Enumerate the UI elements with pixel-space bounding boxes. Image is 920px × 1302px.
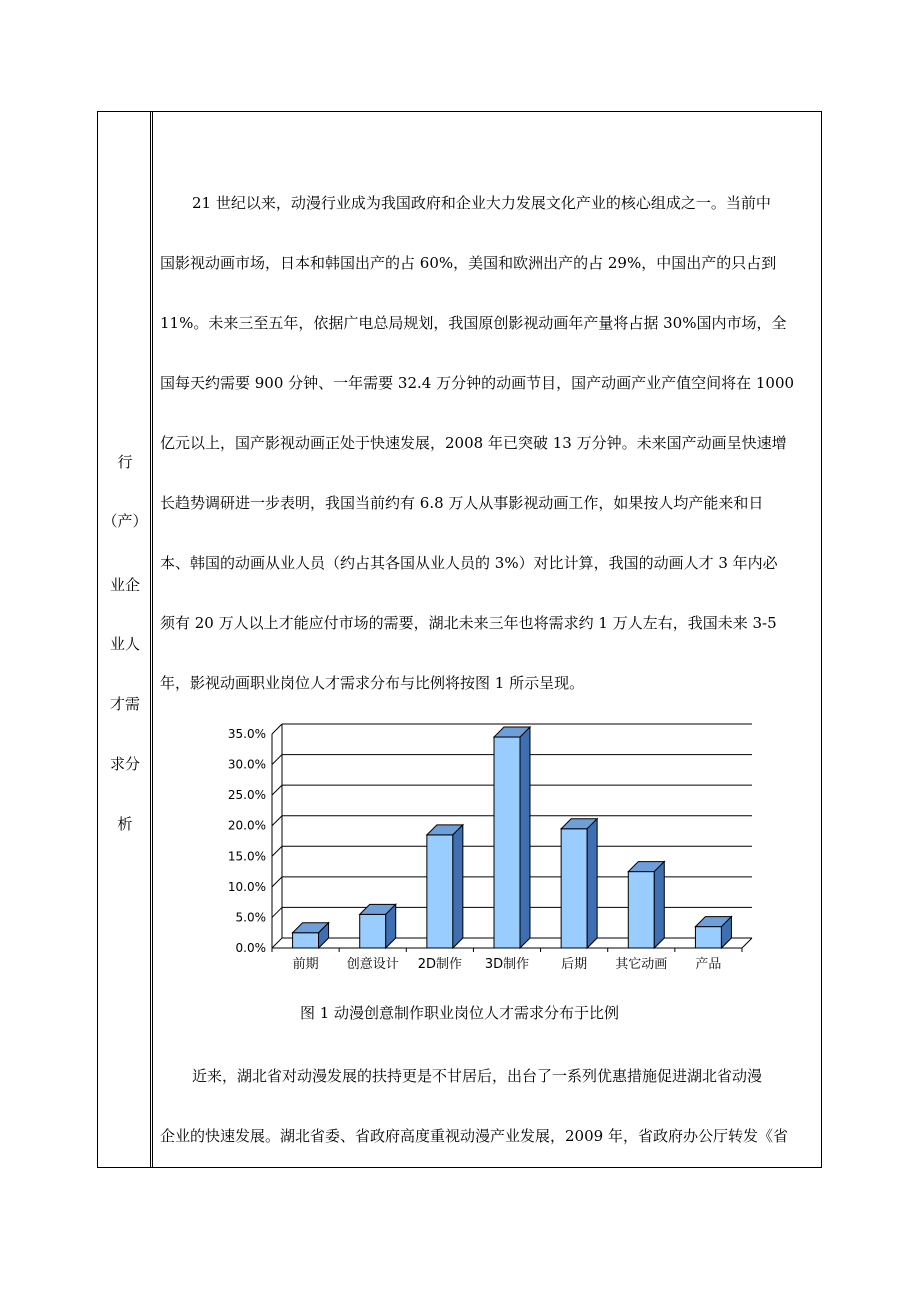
y-tick-label: 0.0%: [235, 941, 266, 955]
x-tick-label: 产品: [695, 957, 722, 972]
text-line: 国每天约需要 900 分钟、一年需要 32.4 万分钟的动画节目，国产动画产业产值空间将在 1000: [160, 374, 795, 392]
left-label-4: 业人: [109, 635, 140, 653]
text-line: 年，影视动画职业岗位人才需求分布与比例将按图 1 所示呈现。: [160, 674, 585, 692]
left-label-2: （产）: [102, 512, 148, 530]
bar: [427, 835, 453, 948]
y-tick-label: 15.0%: [227, 849, 266, 864]
gridline-depth: [272, 755, 282, 765]
bar-side: [654, 862, 664, 948]
text-line: 21 世纪以来，动漫行业成为我国政府和企业大力发展文化产业的核心组成之一。当前中: [192, 194, 771, 212]
x-tick-label: 2D制作: [417, 957, 463, 972]
gridline-depth: [272, 907, 282, 917]
figure-caption: 图 1 动漫创意制作职业岗位人才需求分布于比例: [299, 1004, 620, 1022]
x-tick-label: 后期: [561, 957, 588, 972]
text-line: 国影视动画市场，日本和韩国出产的占 60%，美国和欧洲出产的占 29%，中国出产的只占到: [160, 254, 777, 272]
left-label-5: 才需: [109, 695, 140, 713]
bar-side: [587, 819, 597, 948]
gridline-depth: [272, 816, 282, 826]
left-label-1: 行: [117, 453, 133, 471]
y-tick-label: 20.0%: [227, 818, 266, 833]
x-tick-label: 创意设计: [346, 957, 399, 972]
left-label-7: 析: [117, 815, 133, 833]
y-tick-label: 5.0%: [235, 910, 266, 925]
gridline-depth: [272, 846, 282, 856]
text-line: 亿元以上，国产影视动画正处于快速发展，2008 年已突破 13 万分钟。未来国产动画呈快速增: [160, 434, 787, 452]
y-tick-label: 30.0%: [227, 757, 266, 772]
left-label-6: 求分: [109, 755, 140, 773]
gridline-depth: [272, 877, 282, 887]
y-tick-label: 10.0%: [227, 879, 266, 894]
text-line: 11%。未来三至五年，依据广电总局规划，我国原创影视动画年产量将占据 30%国内市场，全: [160, 314, 787, 332]
text-line: 本、韩国的动画从业人员（约占其各国从业人员的 3%）对比计算，我国的动画人才 3 年内必: [160, 554, 778, 572]
bar: [628, 872, 654, 948]
text-line: 企业的快速发展。湖北省委、省政府高度重视动漫产业发展，2009 年，省政府办公厅转发《省: [160, 1127, 788, 1145]
gridline-depth: [272, 724, 282, 734]
text-line: 须有 20 万人以上才能应付市场的需要，湖北未来三年也将需求约 1 万人左右，我国未来 3-5: [160, 614, 777, 632]
text-line: 长趋势调研进一步表明，我国当前约有 6.8 万人从事影视动画工作，如果按人均产能来和日: [160, 494, 764, 512]
floor-edge: [742, 938, 752, 948]
x-tick-label: 其它动画: [615, 957, 668, 972]
y-tick-label: 25.0%: [227, 788, 266, 803]
text-line: 近来，湖北省对动漫发展的扶持更是不甘居后，出台了一系列优惠措施促进湖北省动漫: [192, 1067, 763, 1085]
bar: [293, 933, 319, 948]
bar-chart: [200, 722, 780, 972]
gridline-depth: [272, 785, 282, 795]
y-tick-label: 35.0%: [227, 727, 266, 741]
bar: [695, 927, 721, 948]
bar: [360, 914, 386, 948]
bar: [561, 829, 587, 948]
x-tick-label: 前期: [292, 957, 319, 972]
gridline-depth: [272, 938, 282, 948]
x-tick-label: 3D制作: [484, 957, 530, 972]
bar-side: [520, 727, 530, 948]
left-label-3: 业企: [109, 576, 140, 594]
bar-side: [453, 825, 463, 948]
bar: [494, 737, 520, 948]
